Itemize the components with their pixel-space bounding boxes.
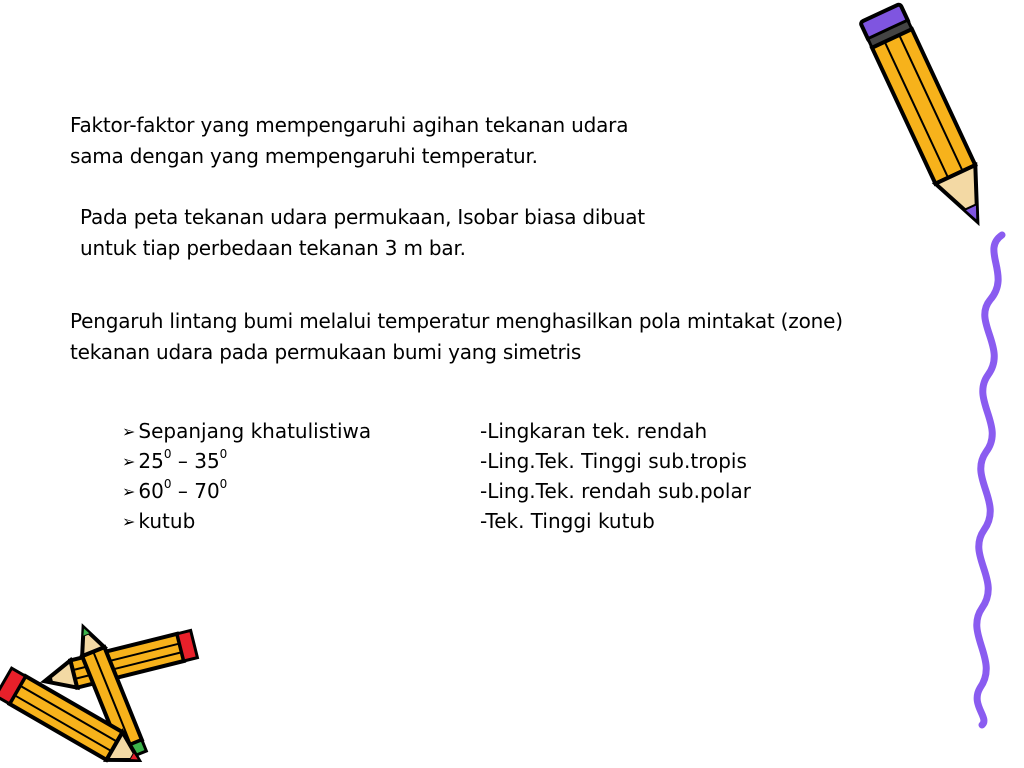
zone-pressure: -Lingkaran tek. rendah [480,419,708,443]
zone-latitude: Sepanjang khatulistiwa [138,419,372,443]
pencil-icon [860,2,1000,242]
zone-pressure: -Tek. Tinggi kutub [480,509,655,533]
degree-sup: 0 [163,477,172,492]
paragraph-isobar [80,202,645,264]
arrow-bullet-icon: ➢ [122,422,136,441]
paragraph-line: Pada peta tekanan udara permukaan, Isobar biasa dibuat [80,205,645,229]
zone-pressure: -Ling.Tek. rendah sub.polar [480,479,751,503]
zone-latitude-end: – 70 [171,479,220,503]
zone-pressure: -Ling.Tek. Tinggi sub.tropis [480,449,747,473]
paragraph-line: untuk tiap perbedaan tekanan 3 m bar. [80,236,466,260]
wavy-line [960,230,1020,730]
paragraph-line: Faktor-faktor yang mempengaruhi agihan tekanan udara [70,113,629,137]
crossed-pencils-icon [0,618,210,758]
paragraph-line: sama dengan yang mempengaruhi temperatur. [70,144,538,168]
zone-latitude-start: 60 [138,479,164,503]
zone-latitude: kutub [138,509,196,533]
zone-latitude-start: 25 [138,449,164,473]
arrow-bullet-icon: ➢ [122,512,136,531]
degree-sup: 0 [219,447,228,462]
degree-sup: 0 [163,447,172,462]
paragraph-line: Pengaruh lintang bumi melalui temperatur menghasilkan pola mintakat (zone) [70,309,843,333]
paragraph-factors [70,110,628,172]
zone-latitude-end: – 35 [171,449,220,473]
paragraph-latitude [70,306,843,368]
degree-sup: 0 [219,477,228,492]
arrow-bullet-icon: ➢ [122,482,136,501]
arrow-bullet-icon: ➢ [122,452,136,471]
paragraph-line: tekanan udara pada permukaan bumi yang simetris [70,340,582,364]
